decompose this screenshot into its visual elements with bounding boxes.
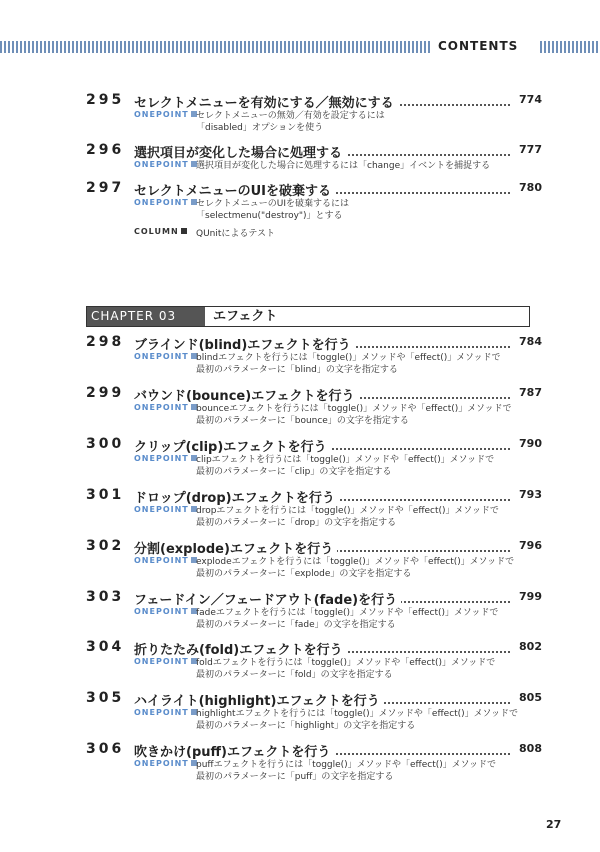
onepoint-text: 最初のパラメーターに「highlight」の文字を指定する xyxy=(196,721,416,731)
contents-header xyxy=(0,38,600,56)
toc-entry[interactable] xyxy=(0,436,600,478)
onepoint-text: 最初のパラメーターに「drop」の文字を指定する xyxy=(196,518,397,528)
section-title[interactable]: フェードイン／フェードアウト(fade)を行う xyxy=(134,589,401,608)
onepoint-text: 最初のパラメーターに「blind」の文字を指定する xyxy=(196,365,398,375)
page-ref: 787 xyxy=(510,386,542,399)
onepoint-label xyxy=(134,352,197,361)
section-title[interactable]: バウンド(bounce)エフェクトを行う xyxy=(134,385,359,404)
onepoint-line xyxy=(0,415,600,427)
page-ref: 799 xyxy=(510,590,542,603)
section-title[interactable]: 吹きかけ(puff)エフェクトを行う xyxy=(134,741,334,760)
toc-entry[interactable] xyxy=(0,487,600,529)
onepoint-text: blindエフェクトを行うには「toggle()」メソッドや「effect()」メソッドで xyxy=(196,353,501,363)
toc-entry[interactable] xyxy=(0,92,600,134)
onepoint-line xyxy=(0,708,600,720)
section-title[interactable]: クリップ(clip)エフェクトを行う xyxy=(134,436,331,455)
onepoint-text: 最初のパラメーターに「fold」の文字を指定する xyxy=(196,670,393,680)
section-number: 295 xyxy=(86,92,125,108)
onepoint-text: fadeエフェクトを行うには「toggle()」メソッドや「effect()」メソッドで xyxy=(196,608,499,618)
square-bullet-icon xyxy=(181,228,187,234)
onepoint-label xyxy=(134,403,197,412)
onepoint-line xyxy=(0,505,600,517)
onepoint-text: 最初のパラメーターに「puff」の文字を指定する xyxy=(196,772,394,782)
chapter-name: エフェクト xyxy=(213,309,278,324)
onepoint-label-text: ONEPOINT xyxy=(134,160,189,169)
toc-entry[interactable] xyxy=(0,538,600,580)
toc-entry-row xyxy=(0,436,600,454)
onepoint-label-text: ONEPOINT xyxy=(134,708,189,717)
onepoint-label xyxy=(134,160,197,169)
section-number: 298 xyxy=(86,334,125,350)
onepoint-line xyxy=(0,352,600,364)
onepoint-label xyxy=(134,657,197,666)
onepoint-text: highlightエフェクトを行うには「toggle()」メソッドや「effect()」メソッドで xyxy=(196,709,518,719)
toc-entry[interactable] xyxy=(0,589,600,631)
page-ref: 796 xyxy=(510,539,542,552)
toc-entry[interactable] xyxy=(0,385,600,427)
chapter-label: CHAPTER 03 xyxy=(87,307,205,326)
toc-entry-row xyxy=(0,334,600,352)
onepoint-label-text: ONEPOINT xyxy=(134,198,189,207)
onepoint-label-text: ONEPOINT xyxy=(134,110,189,119)
section-number: 306 xyxy=(86,741,125,757)
page-ref: 790 xyxy=(510,437,542,450)
section-number: 303 xyxy=(86,589,125,605)
onepoint-label xyxy=(134,198,197,207)
onepoint-text: explodeエフェクトを行うには「toggle()」メソッドや「effect()」メソッドで xyxy=(196,557,515,567)
section-title[interactable]: 選択項目が変化した場合に処理する xyxy=(134,142,346,161)
onepoint-line xyxy=(0,110,600,122)
onepoint-line xyxy=(0,759,600,771)
toc-entry[interactable] xyxy=(0,334,600,376)
page-ref: 784 xyxy=(510,335,542,348)
page-ref: 802 xyxy=(510,640,542,653)
onepoint-line xyxy=(0,466,600,478)
onepoint-label xyxy=(134,505,197,514)
onepoint-text: foldエフェクトを行うには「toggle()」メソッドや「effect()」メソッドで xyxy=(196,658,496,668)
onepoint-line xyxy=(0,568,600,580)
toc-entry-row xyxy=(0,142,600,160)
onepoint-line xyxy=(0,771,600,783)
onepoint-line xyxy=(0,364,600,376)
header-stripes-right xyxy=(540,41,600,53)
section-number: 299 xyxy=(86,385,125,401)
column-text: QUnitによるテスト xyxy=(196,229,276,239)
onepoint-line xyxy=(0,122,600,134)
toc-entry[interactable] xyxy=(0,142,600,172)
toc-entry[interactable] xyxy=(0,639,600,681)
onepoint-text: セレクトメニューのUIを破棄するには xyxy=(196,199,349,209)
toc-entry-row xyxy=(0,487,600,505)
onepoint-label-text: ONEPOINT xyxy=(134,505,189,514)
section-title[interactable]: セレクトメニューのUIを破棄する xyxy=(134,180,335,199)
section-number: 300 xyxy=(86,436,125,452)
onepoint-line xyxy=(0,210,600,222)
section-number: 297 xyxy=(86,180,125,196)
onepoint-text: bounceエフェクトを行うには「toggle()」メソッドや「effect()」メソッドで xyxy=(196,404,512,414)
onepoint-text: 選択項目が変化した場合に処理するには「change」イベントを捕捉する xyxy=(196,161,491,171)
onepoint-line xyxy=(0,198,600,210)
onepoint-label-text: ONEPOINT xyxy=(134,403,189,412)
section-number: 302 xyxy=(86,538,125,554)
onepoint-line xyxy=(0,669,600,681)
onepoint-line xyxy=(0,454,600,466)
onepoint-label xyxy=(134,454,197,463)
section-title[interactable]: 分割(explode)エフェクトを行う xyxy=(134,538,337,557)
toc-entry-row xyxy=(0,180,600,198)
toc-entry-row xyxy=(0,92,600,110)
section-title[interactable]: セレクトメニューを有効にする／無効にする xyxy=(134,92,398,111)
section-number: 296 xyxy=(86,142,125,158)
column-label xyxy=(134,227,187,236)
onepoint-label-text: ONEPOINT xyxy=(134,454,189,463)
onepoint-line xyxy=(0,619,600,631)
toc-entry[interactable] xyxy=(0,690,600,732)
onepoint-text: dropエフェクトを行うには「toggle()」メソッドや「effect()」メソッドで xyxy=(196,506,499,516)
section-number: 304 xyxy=(86,639,125,655)
onepoint-text: 「disabled」オプションを使う xyxy=(196,123,324,133)
onepoint-text: 最初のパラメーターに「clip」の文字を指定する xyxy=(196,467,392,477)
onepoint-line xyxy=(0,720,600,732)
onepoint-line xyxy=(0,657,600,669)
header-label: CONTENTS xyxy=(438,39,519,53)
onepoint-label xyxy=(134,110,197,119)
section-title[interactable]: 折りたたみ(fold)エフェクトを行う xyxy=(134,639,347,658)
onepoint-text: 最初のパラメーターに「bounce」の文字を指定する xyxy=(196,416,409,426)
page-ref: 808 xyxy=(510,742,542,755)
chapter-banner xyxy=(86,306,530,327)
onepoint-label-text: ONEPOINT xyxy=(134,657,189,666)
onepoint-label-text: ONEPOINT xyxy=(134,607,189,616)
section-title[interactable]: ハイライト(highlight)エフェクトを行う xyxy=(134,690,384,709)
onepoint-line xyxy=(0,607,600,619)
toc-entry[interactable] xyxy=(0,180,600,222)
onepoint-line xyxy=(0,556,600,568)
section-title[interactable]: ドロップ(drop)エフェクトを行う xyxy=(134,487,339,506)
page-ref: 793 xyxy=(510,488,542,501)
onepoint-text: 最初のパラメーターに「fade」の文字を指定する xyxy=(196,620,396,630)
toc-entry-row xyxy=(0,385,600,403)
onepoint-label xyxy=(134,556,197,565)
header-stripes-left xyxy=(0,41,430,53)
onepoint-text: 「selectmenu("destroy")」とする xyxy=(196,211,343,221)
onepoint-label-text: ONEPOINT xyxy=(134,759,189,768)
onepoint-text: セレクトメニューの無効／有効を設定するには xyxy=(196,111,385,121)
page-ref: 805 xyxy=(510,691,542,704)
onepoint-label xyxy=(134,708,197,717)
onepoint-line xyxy=(0,403,600,415)
toc-entry[interactable] xyxy=(0,741,600,783)
page-ref: 780 xyxy=(510,181,542,194)
toc-entry-row xyxy=(0,538,600,556)
onepoint-line xyxy=(0,160,600,172)
toc-entry-row xyxy=(0,589,600,607)
toc-entry-row xyxy=(0,690,600,708)
section-number: 305 xyxy=(86,690,125,706)
onepoint-text: puffエフェクトを行うには「toggle()」メソッドや「effect()」メソッドで xyxy=(196,760,497,770)
section-title[interactable]: ブラインド(blind)エフェクトを行う xyxy=(134,334,355,353)
page-number: 27 xyxy=(546,818,562,831)
onepoint-text: clipエフェクトを行うには「toggle()」メソッドや「effect()」メソッドで xyxy=(196,455,495,465)
page-ref: 777 xyxy=(510,143,542,156)
toc-entry-row xyxy=(0,741,600,759)
onepoint-label-text: ONEPOINT xyxy=(134,352,189,361)
onepoint-label-text: ONEPOINT xyxy=(134,556,189,565)
onepoint-line xyxy=(0,517,600,529)
section-number: 301 xyxy=(86,487,125,503)
onepoint-text: 最初のパラメーターに「explode」の文字を指定する xyxy=(196,569,412,579)
column-label-text: COLUMN xyxy=(134,227,179,236)
onepoint-label xyxy=(134,607,197,616)
page-ref: 774 xyxy=(510,93,542,106)
onepoint-label xyxy=(134,759,197,768)
toc-entry-row xyxy=(0,639,600,657)
